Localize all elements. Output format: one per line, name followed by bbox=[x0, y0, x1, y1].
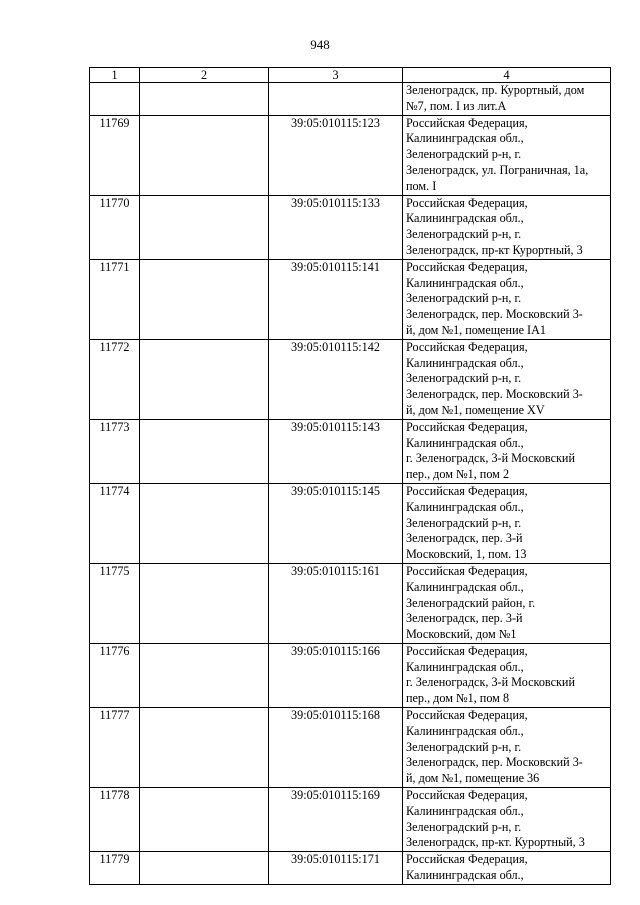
empty-cell bbox=[140, 339, 269, 419]
table-row bbox=[90, 195, 611, 259]
registry-table bbox=[89, 67, 611, 885]
address: Российская Федерация, Калининградская обл., Зеленоградский р-н, г. Зеленоградск, пер. Московский 3- й, дом №1, помещение XV bbox=[403, 339, 611, 419]
address: Российская Федерация, Калининградская обл., Зеленоградский р-н, г. Зеленоградск, пр-кт. Курортный, 3 bbox=[403, 788, 611, 852]
cadastral-number: 39:05:010115:168 bbox=[269, 708, 403, 788]
empty-cell bbox=[140, 115, 269, 195]
empty-cell bbox=[140, 708, 269, 788]
empty-cell bbox=[140, 563, 269, 643]
column-header: 2 bbox=[140, 68, 269, 83]
row-number: 11775 bbox=[90, 563, 140, 643]
address: Российская Федерация, Калининградская обл., Зеленоградский р-н, г. Зеленоградск, пр-кт Курортный, 3 bbox=[403, 195, 611, 259]
cadastral-number: 39:05:010115:141 bbox=[269, 259, 403, 339]
row-number: 11779 bbox=[90, 852, 140, 885]
table-row bbox=[90, 83, 611, 116]
cadastral-number: 39:05:010115:123 bbox=[269, 115, 403, 195]
row-number: 11776 bbox=[90, 643, 140, 707]
table-row bbox=[90, 115, 611, 195]
empty-cell bbox=[140, 259, 269, 339]
table-row bbox=[90, 483, 611, 563]
row-number: 11770 bbox=[90, 195, 140, 259]
row-number: 11777 bbox=[90, 708, 140, 788]
empty-cell bbox=[140, 643, 269, 707]
column-header: 4 bbox=[403, 68, 611, 83]
address: Российская Федерация, Калининградская обл., Зеленоградский р-н, г. Зеленоградск, пер. Московский 3- й, дом №1, помещение 36 bbox=[403, 708, 611, 788]
cadastral-number: 39:05:010115:133 bbox=[269, 195, 403, 259]
empty-cell bbox=[140, 419, 269, 483]
address: Российская Федерация, Калининградская обл., Зеленоградский район, г. Зеленоградск, пер. 3-й Московский, дом №1 bbox=[403, 563, 611, 643]
table-row bbox=[90, 643, 611, 707]
column-header: 3 bbox=[269, 68, 403, 83]
row-number: 11772 bbox=[90, 339, 140, 419]
address: Российская Федерация, Калининградская обл., Зеленоградский р-н, г. Зеленоградск, пер. Московский 3- й, дом №1, помещение IA1 bbox=[403, 259, 611, 339]
cadastral-number: 39:05:010115:143 bbox=[269, 419, 403, 483]
table-row bbox=[90, 419, 611, 483]
table-row bbox=[90, 708, 611, 788]
address: Зеленоградск, пр. Курортный, дом №7, пом. I из лит.А bbox=[403, 83, 611, 116]
cadastral-number: 39:05:010115:171 bbox=[269, 852, 403, 885]
cadastral-number: 39:05:010115:169 bbox=[269, 788, 403, 852]
cadastral-number: 39:05:010115:166 bbox=[269, 643, 403, 707]
table-row bbox=[90, 788, 611, 852]
address: Российская Федерация, Калининградская обл., г. Зеленоградск, 3-й Московский пер., дом №1, пом 2 bbox=[403, 419, 611, 483]
empty-cell bbox=[140, 195, 269, 259]
table-header-row bbox=[90, 68, 611, 83]
table-row bbox=[90, 339, 611, 419]
row-number: 11771 bbox=[90, 259, 140, 339]
empty-cell bbox=[140, 852, 269, 885]
cadastral-number: 39:05:010115:161 bbox=[269, 563, 403, 643]
empty-cell bbox=[140, 83, 269, 116]
cadastral-number: 39:05:010115:145 bbox=[269, 483, 403, 563]
table-row bbox=[90, 563, 611, 643]
address: Российская Федерация, Калининградская обл., bbox=[403, 852, 611, 885]
cadastral-number: 39:05:010115:142 bbox=[269, 339, 403, 419]
column-header: 1 bbox=[90, 68, 140, 83]
page-number: 948 bbox=[310, 37, 330, 52]
table-row bbox=[90, 852, 611, 885]
address: Российская Федерация, Калининградская обл., Зеленоградский р-н, г. Зеленоградск, пер. 3-й Московский, 1, пом. 13 bbox=[403, 483, 611, 563]
row-number: 11769 bbox=[90, 115, 140, 195]
row-number: 11774 bbox=[90, 483, 140, 563]
empty-cell bbox=[140, 483, 269, 563]
cadastral-number bbox=[269, 83, 403, 116]
empty-cell bbox=[140, 788, 269, 852]
row-number bbox=[90, 83, 140, 116]
row-number: 11778 bbox=[90, 788, 140, 852]
address: Российская Федерация, Калининградская обл., г. Зеленоградск, 3-й Московский пер., дом №1, пом 8 bbox=[403, 643, 611, 707]
row-number: 11773 bbox=[90, 419, 140, 483]
table-row bbox=[90, 259, 611, 339]
address: Российская Федерация, Калининградская обл., Зеленоградский р-н, г. Зеленоградск, ул. Пограничная, 1а, пом. I bbox=[403, 115, 611, 195]
